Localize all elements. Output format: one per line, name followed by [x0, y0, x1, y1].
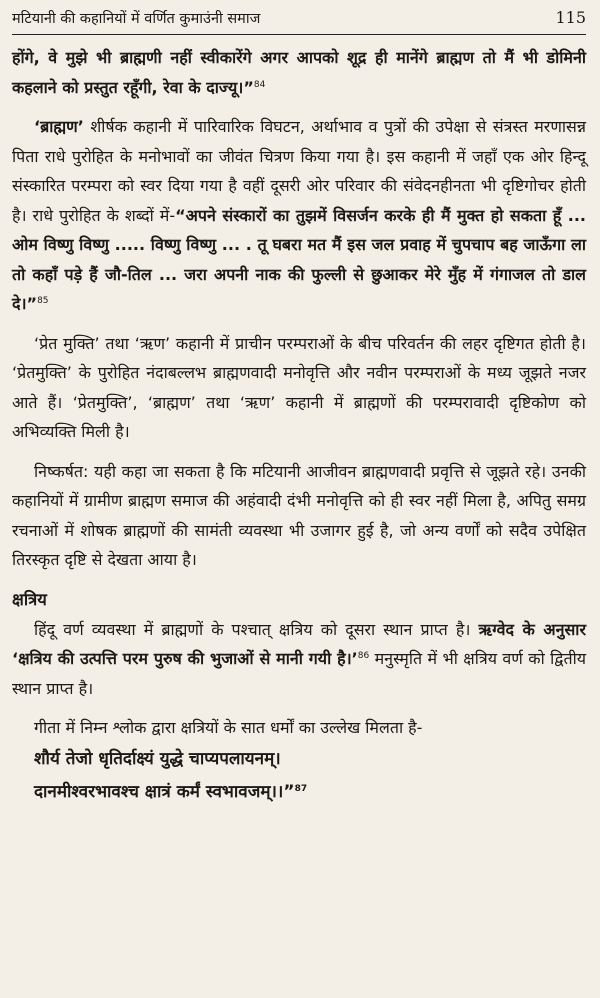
paragraph-text: मनुस्मृति में भी क्षत्रिय वर्ण को द्वितीय स्थान प्राप्त है। [12, 649, 586, 698]
header-rule [12, 34, 586, 35]
shloka-line-1: शौर्य तेजो धृतिर्दाक्ष्यं युद्धे चाप्यपलायनम्। [34, 748, 281, 769]
footnote-ref: 87 [294, 783, 308, 794]
paragraph-kshatriya [12, 615, 586, 704]
paragraph-continued-quote [12, 43, 586, 102]
story-title: ‘ब्राह्मण’ [34, 117, 84, 136]
paragraph-pretmukti: ‘प्रेत मुक्ति’ तथा ‘ऋण’ कहानी में प्राचीन परम्पराओं के बीच परिवर्तन की लहर दृष्टिगत होती है। ‘प्रेतमुक्ति’ के पुरोहित नंदाबल्लभ ब्राह्मणवादी मनोवृत्ति और नवीन परम्पराओं के मध्य जूझते नजर आते हैं। ‘प्रेतमुक्ति’, ‘ब्राह्मण’ तथा ‘ऋण’ कहानी में ब्राह्मणों की परम्परावादी दृष्टिकोण को अभिव्यक्ति मिली है। [12, 333, 586, 441]
paragraph-conclusion: निष्कर्षत: यही कहा जा सकता है कि मटियानी आजीवन ब्राह्मणवादी प्रवृत्ति से जूझते रहे। उनकी कहानियों में ग्रामीण ब्राह्मण समाज की अहंवादी दंभी मनोवृत्ति को ही स्वर नहीं मिला है, अपितु समग्र रचनाओं में शोषक ब्राह्मणों की सामंती व्यवस्था भी उजागर हुई है, जो अन्य वर्णों को सदैव उपेक्षित तिरस्कृत दृष्टि से देखता आया है। [12, 461, 586, 569]
quote-text: होंगे, वे मुझे भी ब्राह्मणी नहीं स्वीकारेंगे अगर आपको शूद्र ही मानेंगे ब्राह्मण तो मैं भी डोमिनी कहलाने को प्रस्तुत रहूँगी, रेवा के दाज्यू।” [12, 48, 586, 97]
quote-text: “अपने संस्कारों का तुझमें विसर्जन करके ही मैं मुक्त हो सकता हूँ ... ओम विष्णु विष्णु ..... विष्णु विष्णु ... . तू घबरा मत मैं इस जल प्रवाह में चुपचाप बह जाऊँगा ला तो कहाँ पड़े हैं जौ-तिल ... जरा अपनी नाक की फुल्ली से छुआकर मेरे मुँह में गंगाजल तो डाल दे।” [12, 205, 586, 313]
rigveda-quote: ऋग्वेद के अनुसार ‘क्षत्रिय की उत्पत्ति परम पुरुष की भुजाओं से मानी गयी है।’ [12, 619, 586, 668]
shloka-block [12, 743, 586, 809]
page-header [12, 0, 586, 34]
footnote-ref: 84 [253, 79, 266, 90]
page-number: 115 [555, 8, 586, 27]
paragraph-gita: गीता में निम्न श्लोक द्वारा क्षत्रियों के सात धर्मों का उल्लेख मिलता है- [34, 718, 423, 737]
paragraph-brahman-story [12, 112, 586, 319]
footnote-ref: 86 [357, 651, 370, 661]
paragraph-text: शीर्षक कहानी में पारिवारिक विघटन, अर्थाभाव व पुत्रों की उपेक्षा से संत्रस्त मरणासन्न पिता राधे पुरोहित के मनोभावों का जीवंत चित्रण किया गया है। इस कहानी में जहाँ एक ओर हिन्दू संस्कारित परम्परा को स्वर दिया गया है वहीं दूसरी ओर परिवार की संवेदनहीनता भी दृष्टिगोचर होती है। राधे पुरोहित के शब्दों में- [12, 117, 586, 225]
shloka-line-2 [34, 776, 586, 809]
paragraph-text: हिंदू वर्ण व्यवस्था में ब्राह्मणों के पश्चात् क्षत्रिय को दूसरा स्थान प्राप्त है। [34, 619, 479, 639]
footnote-ref: 85 [37, 296, 49, 306]
section-heading: क्षत्रिय [12, 589, 47, 609]
shloka-line-2-text: दानमीश्वरभावश्च क्षात्रं कर्मं स्वभावजम्।।” [34, 781, 295, 802]
running-title: मटियानी की कहानियों में वर्णित कुमाउंनी समाज [12, 11, 261, 27]
